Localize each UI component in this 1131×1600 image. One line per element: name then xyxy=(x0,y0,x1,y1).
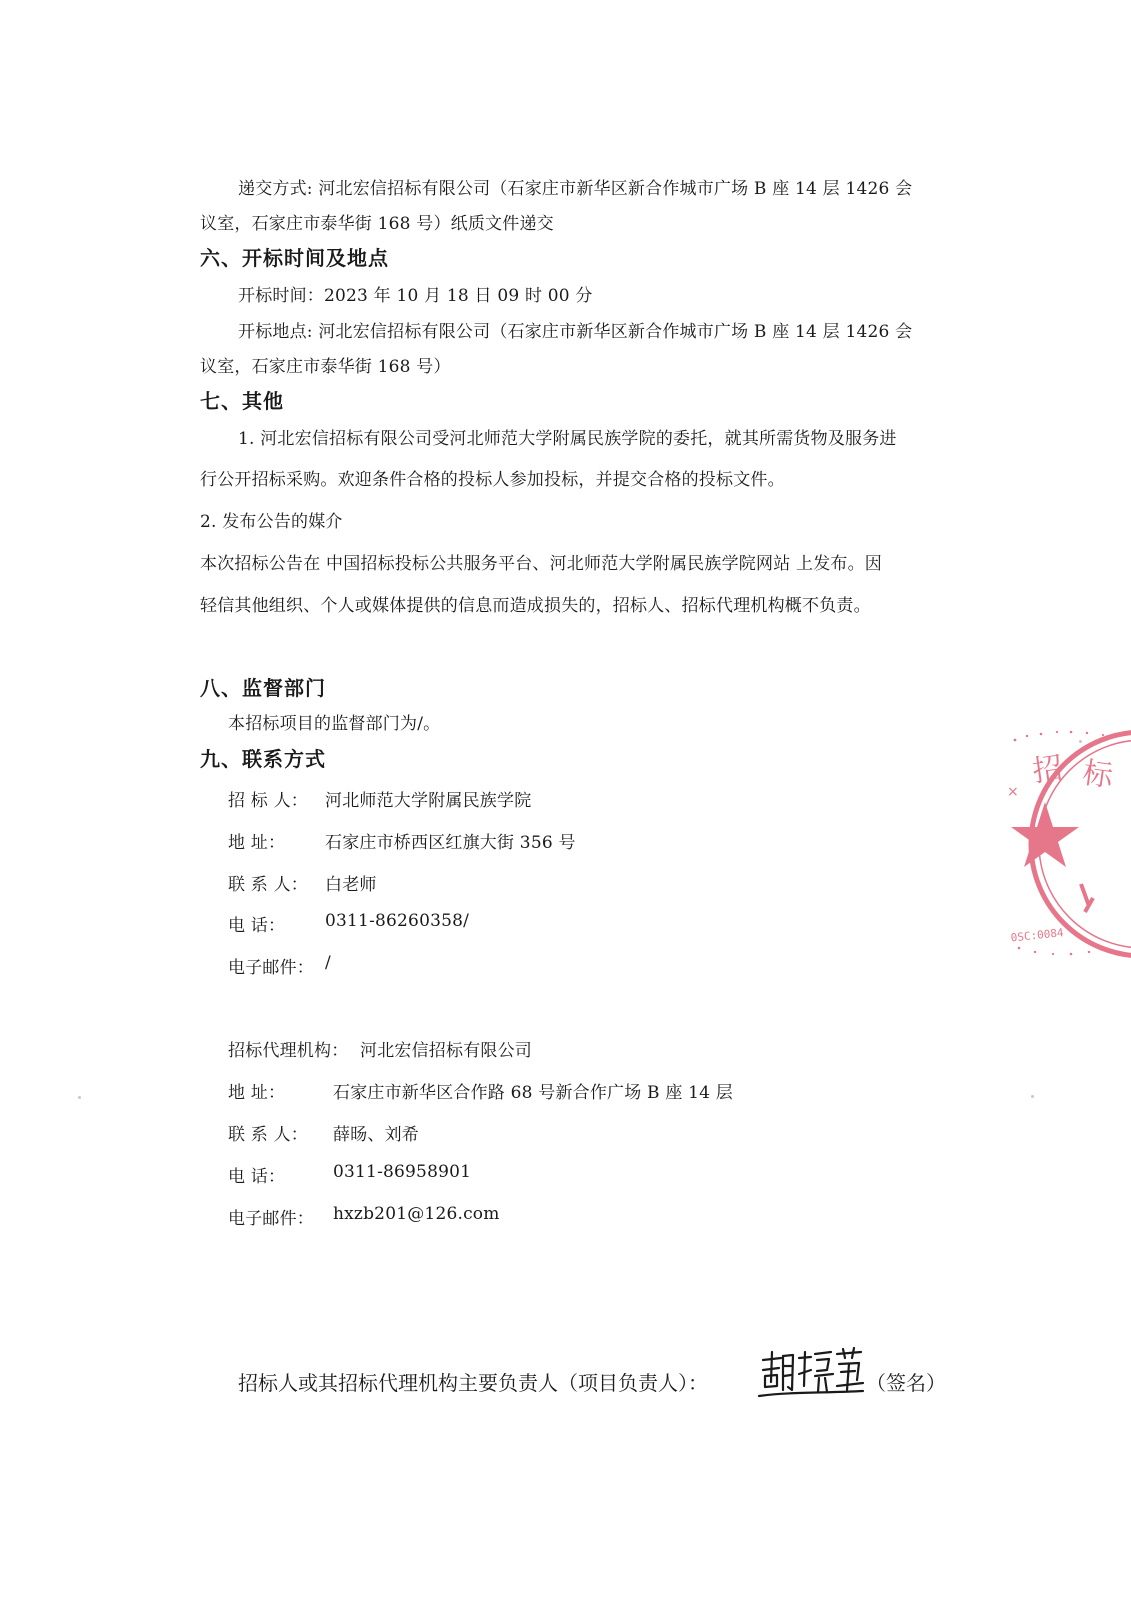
tenderer-address: 石家庄市桥西区红旗大街 356 号 xyxy=(325,833,576,853)
agency-address-label: 地 址： xyxy=(228,1083,286,1103)
tenderer-phone: 0311-86260358/ xyxy=(325,911,470,931)
opening-place-line-1: 开标地点: 河北宏信招标有限公司（石家庄市新华区新合作城市广场 B 座 14 层 1426 会 xyxy=(238,322,913,342)
delivery-line-2: 议室，石家庄市泰华街 168 号）纸质文件递交 xyxy=(200,214,554,234)
opening-time: 开标时间：2023 年 10 月 18 日 09 时 00 分 xyxy=(238,286,593,306)
agency-name-label: 招标代理机构： xyxy=(228,1041,349,1061)
agency-email: hxzb201@126.com xyxy=(333,1204,500,1224)
tenderer-contact: 白老师 xyxy=(325,875,377,895)
section-6-heading: 六、开标时间及地点 xyxy=(200,246,389,270)
signature-suffix: （签名） xyxy=(866,1371,946,1395)
other-item-2-title: 2. 发布公告的媒介 xyxy=(200,512,343,532)
company-seal-stamp xyxy=(1005,728,1131,960)
tenderer-contact-label: 联 系 人： xyxy=(228,875,309,895)
agency-contact-label: 联 系 人： xyxy=(228,1125,309,1145)
agency-phone-label: 电 话： xyxy=(228,1167,286,1187)
agency-address: 石家庄市新华区合作路 68 号新合作广场 B 座 14 层 xyxy=(333,1083,733,1103)
tenderer-phone-label: 电 话： xyxy=(228,916,286,936)
scan-speck xyxy=(1031,1095,1034,1098)
supervision-text: 本招标项目的监督部门为/。 xyxy=(228,714,441,734)
tenderer-address-label: 地 址： xyxy=(228,833,286,853)
scan-speck xyxy=(78,1096,81,1099)
other-item-2-line-1: 本次招标公告在 中国招标投标公共服务平台、河北师范大学附属民族学院网站 上发布。因 xyxy=(200,554,883,574)
svg-text:0SC:0084: 0SC:0084 xyxy=(1010,926,1065,945)
signature-label: 招标人或其招标代理机构主要负责人（项目负责人）： xyxy=(238,1371,708,1395)
tenderer-name-label: 招 标 人： xyxy=(228,791,309,811)
svg-text:标: 标 xyxy=(1080,755,1116,795)
tenderer-email: / xyxy=(325,953,331,973)
svg-text:招: 招 xyxy=(1030,750,1065,790)
svg-text:×: × xyxy=(1007,784,1019,800)
delivery-line-1: 递交方式: 河北宏信招标有限公司（石家庄市新华区新合作城市广场 B 座 14 层 1426 会 xyxy=(238,179,913,199)
other-item-1-line-1: 1. 河北宏信招标有限公司受河北师范大学附属民族学院的委托，就其所需货物及服务进 xyxy=(238,429,897,449)
agency-name: 河北宏信招标有限公司 xyxy=(360,1041,532,1061)
section-7-heading: 七、其他 xyxy=(200,389,284,413)
agency-email-label: 电子邮件： xyxy=(228,1209,314,1229)
agency-contact: 薛旸、刘希 xyxy=(333,1125,419,1145)
tenderer-email-label: 电子邮件： xyxy=(228,958,314,978)
scan-speck xyxy=(1079,740,1082,743)
handwritten-signature xyxy=(757,1346,867,1402)
agency-phone: 0311-86958901 xyxy=(333,1162,472,1182)
tenderer-name: 河北师范大学附属民族学院 xyxy=(325,791,532,811)
other-item-2-line-2: 轻信其他组织、个人或媒体提供的信息而造成损失的，招标人、招标代理机构概不负责。 xyxy=(200,596,871,616)
other-item-1-line-2: 行公开招标采购。欢迎条件合格的投标人参加投标，并提交合格的投标文件。 xyxy=(200,470,785,490)
opening-place-line-2: 议室，石家庄市泰华街 168 号） xyxy=(200,357,451,377)
section-8-heading: 八、监督部门 xyxy=(200,676,326,700)
section-9-heading: 九、联系方式 xyxy=(200,747,326,771)
